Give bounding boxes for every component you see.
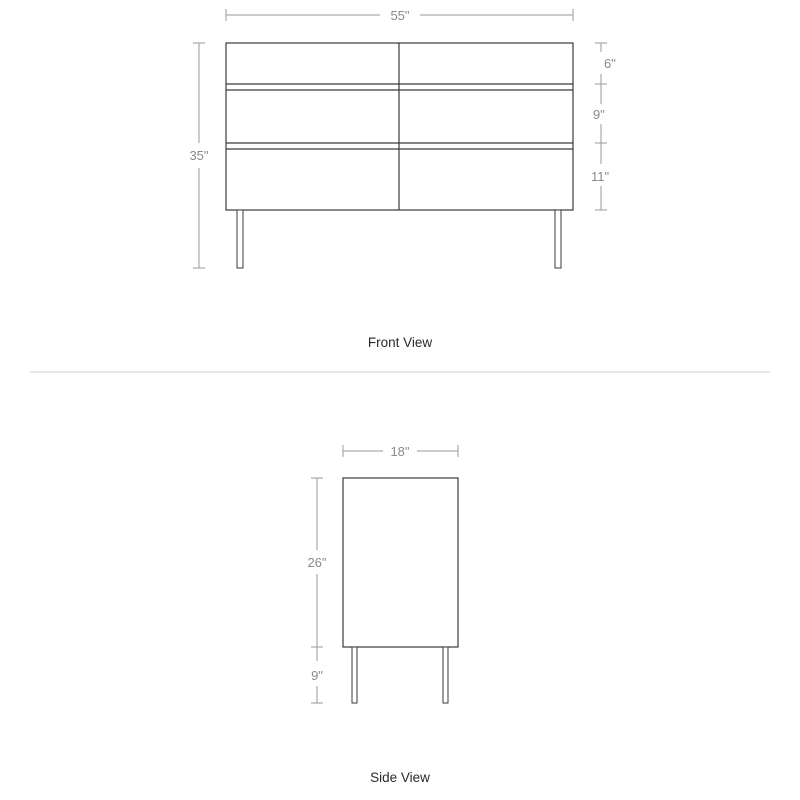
front-left-leg (237, 210, 243, 268)
front-height-dimension (189, 43, 208, 268)
front-width-dimension (226, 8, 573, 23)
side-view-caption: Side View (370, 770, 430, 785)
front-height-label: 35" (189, 148, 209, 163)
front-cabinet-body (226, 43, 573, 210)
side-body-height-label: 26" (307, 555, 327, 570)
front-view-caption: Front View (367, 335, 433, 350)
side-leg-height-label: 9" (311, 668, 323, 683)
front-width-label: 55" (390, 8, 410, 23)
side-view (307, 444, 458, 785)
drawer-top-height-label: 6" (604, 56, 616, 71)
drawer-middle-height-label: 9" (593, 107, 605, 122)
front-right-leg (555, 210, 561, 268)
side-depth-label: 18" (390, 444, 410, 459)
drawer-bottom-height-label: 11" (591, 169, 610, 184)
front-view (189, 8, 616, 350)
side-cabinet-body (343, 478, 458, 647)
side-left-leg (352, 647, 357, 703)
side-height-dimensions (307, 478, 326, 703)
side-depth-dimension (343, 444, 458, 459)
side-right-leg (443, 647, 448, 703)
drawer-height-dimensions (591, 43, 616, 210)
